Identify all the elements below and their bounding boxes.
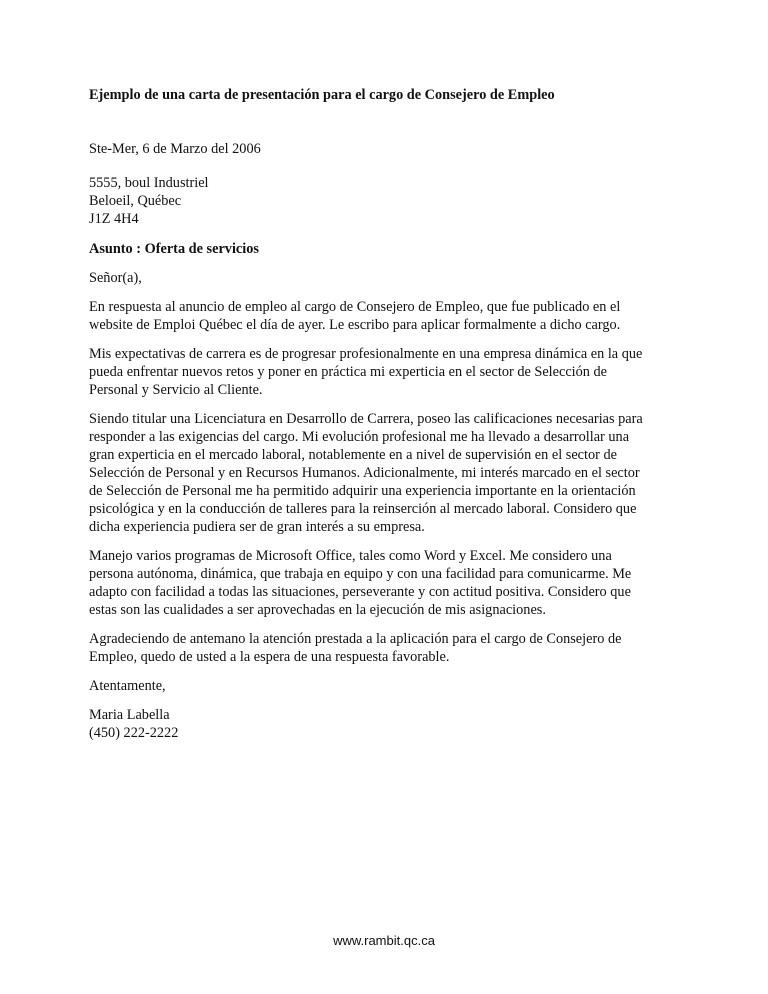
signature-block [89,706,689,742]
paragraph-line: Agradeciendo de antemano la atención prestada a la aplicación para el cargo de Consejero de [89,631,622,647]
footer-url: www.rambit.qc.ca [333,933,435,948]
letter-date: Ste-Mer, 6 de Marzo del 2006 [89,141,261,157]
paragraph-line: gran experticia en el mercado laboral, notablemente en a nivel de supervisión en el sector de [89,447,617,463]
paragraph-line: En respuesta al anuncio de empleo al cargo de Consejero de Empleo, que fue publicado en el [89,299,621,315]
paragraph-line: de Selección de Personal me ha permitido adquirir una experiencia importante en la orientación [89,483,636,499]
address-line: Beloeil, Québec [89,193,182,209]
letter-closing: Atentamente, [89,678,166,694]
paragraph-line: persona autónoma, dinámica, que trabaja en equipo y con una facilidad para comunicarme. Me [89,566,632,582]
paragraph-line: estas son las cualidades a ser aprovechadas en la ejecución de mis asignaciones. [89,602,546,618]
letter-subject: Asunto : Oferta de servicios [89,241,259,257]
letter-title: Ejemplo de una carta de presentación para el cargo de Consejero de Empleo [89,87,555,103]
paragraph-line: responder a las exigencias del cargo. Mi evolución profesional me ha llevado a desarrollar una [89,429,630,445]
body-paragraph [89,298,689,334]
paragraph-line: pueda enfrentar nuevos retos y poner en práctica mi experticia en el sector de Selección de [89,364,608,380]
paragraph-line: adapto con facilidad a todas las situaciones, perseverante y con actitud positiva. Considero que [89,584,631,600]
paragraph-line: Manejo varios programas de Microsoft Office, tales como Word y Excel. Me considero una [89,548,612,564]
letter [89,86,689,742]
body-paragraph [89,345,689,399]
paragraph-line: Empleo, quedo de usted a la espera de una respuesta favorable. [89,649,450,665]
body-paragraph [89,410,689,536]
signature-phone: (450) 222-2222 [89,725,179,741]
paragraph-line: dicha experiencia pudiera ser de gran interés a su empresa. [89,519,425,535]
address-line: 5555, boul Industriel [89,175,209,191]
paragraph-line: Siendo titular una Licenciatura en Desarrollo de Carrera, poseo las calificaciones necesarias para [89,411,643,427]
recipient-address [89,174,689,228]
body-paragraph [89,547,689,619]
paragraph-line: Mis expectativas de carrera es de progresar profesionalmente en una empresa dinámica en la que [89,346,643,362]
paragraph-line: Personal y Servicio al Cliente. [89,382,263,398]
paragraph-line: psicológica y en la conducción de talleres para la reinserción al mercado laboral. Considero que [89,501,637,517]
letter-salutation: Señor(a), [89,270,142,286]
address-line: J1Z 4H4 [89,211,139,227]
body-paragraph [89,630,689,666]
paragraph-line: Selección de Personal y en Recursos Humanos. Adicionalmente, mi interés marcado en el sector [89,465,640,481]
paragraph-line: website de Emploi Québec el día de ayer. Le escribo para aplicar formalmente a dicho cargo. [89,317,621,333]
signature-name: Maria Labella [89,707,170,723]
